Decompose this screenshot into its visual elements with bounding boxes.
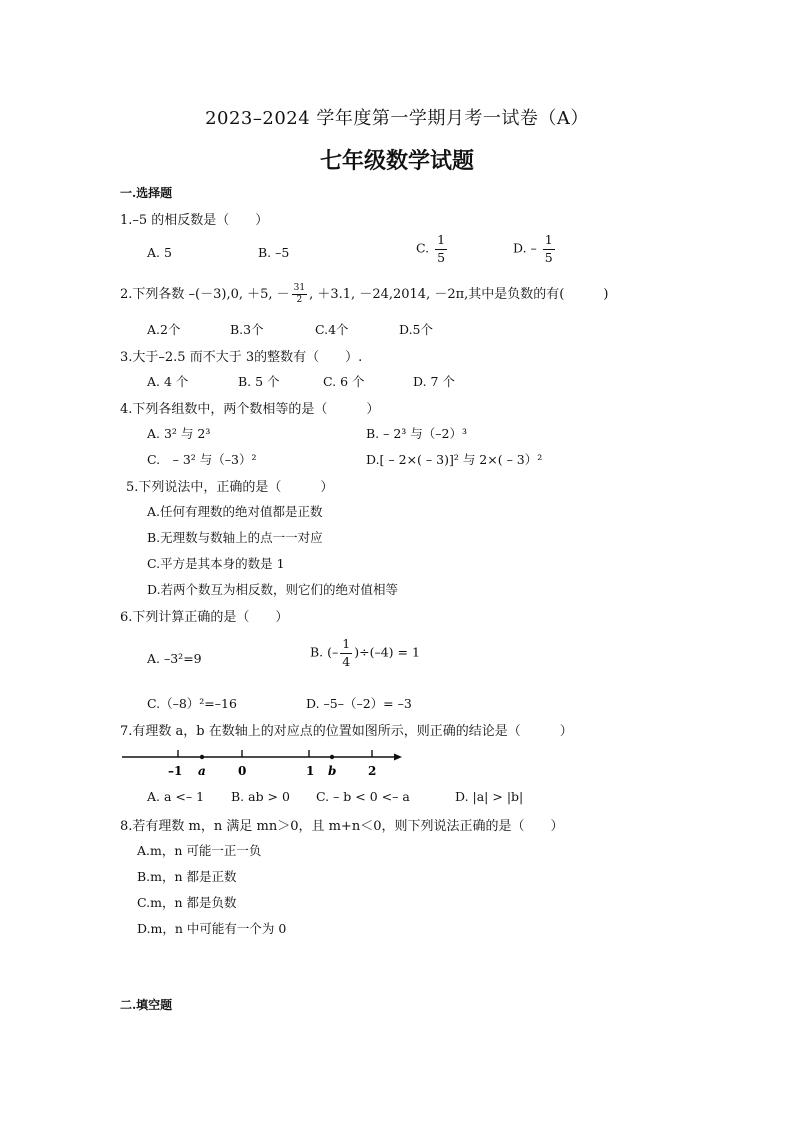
option-prefix: C. xyxy=(416,240,430,256)
question-8-option-d: D.m，n 中可能有一个为 0 xyxy=(137,921,287,936)
point-a xyxy=(200,755,204,759)
option-prefix: D. – xyxy=(513,240,537,256)
stem-text: , ＋3.1, －24,2014, －2π,其中是负数的有( ) xyxy=(309,287,609,302)
section-heading-choice: 一.选择题 xyxy=(120,186,173,200)
question-5-stem: 5.下列说法中，正确的是（ ） xyxy=(126,480,334,495)
fraction-denominator: 5 xyxy=(544,249,553,265)
fraction-numerator: 1 xyxy=(340,638,352,654)
tick-label-minus-one: –1 xyxy=(168,764,183,778)
fraction xyxy=(435,234,447,264)
exam-title: 2023–2024 学年度第一学期月考一试卷（A） xyxy=(205,108,589,129)
fraction xyxy=(543,234,555,264)
question-8-stem: 8.若有理数 m，n 满足 mn＞0，且 m+n＜0，则下列说法正确的是（ ） xyxy=(120,819,564,834)
question-5-option-c: C.平方是其本身的数是 1 xyxy=(147,556,285,571)
question-8-option-b: B.m，n 都是正数 xyxy=(137,869,237,884)
question-3-stem: 3.大于–2.5 而不大于 3的整数有（ ）. xyxy=(120,350,363,365)
question-4-stem: 4.下列各组数中，两个数相等的是（ ） xyxy=(120,402,380,417)
question-6-option-d: D. –5–（–2）= –3 xyxy=(306,696,412,711)
question-6-option-c: C.（–8）²=–16 xyxy=(147,696,237,711)
fraction-denominator: 4 xyxy=(342,653,351,669)
question-2-option-a: A.2个 xyxy=(147,322,181,337)
question-2-option-b: B.3个 xyxy=(230,322,264,337)
question-1-option-a: A. 5 xyxy=(147,245,172,260)
option-suffix: )÷(–4) = 1 xyxy=(354,644,420,660)
question-4-option-a: A. 3² 与 2³ xyxy=(147,426,211,441)
point-b xyxy=(330,755,334,759)
fraction-numerator: 1 xyxy=(543,234,555,250)
tick-label-one: 1 xyxy=(306,764,315,778)
question-1-stem: 1.–5 的相反数是（ ） xyxy=(120,213,269,228)
question-2-option-d: D.5个 xyxy=(399,322,434,337)
question-3-option-c: C. 6 个 xyxy=(323,374,365,389)
question-7-option-b: B. ab > 0 xyxy=(231,789,290,804)
question-3-option-b: B. 5 个 xyxy=(238,374,280,389)
question-7-option-d: D. |a| > |b| xyxy=(455,789,524,804)
point-label-b: b xyxy=(328,764,337,778)
question-8-option-c: C.m，n 都是负数 xyxy=(137,895,237,910)
question-7-option-c: C. – b < 0 <– a xyxy=(316,789,410,804)
question-7-stem: 7.有理数 a，b 在数轴上的对应点的位置如图所示，则正确的结论是（ ） xyxy=(120,724,573,739)
question-2-option-c: C.4个 xyxy=(315,322,349,337)
fraction-numerator: 31 xyxy=(293,283,306,293)
question-1-option-c xyxy=(416,234,449,264)
question-6-option-a: A. –3²=9 xyxy=(147,651,202,666)
question-5-option-b: B.无理数与数轴上的点一一对应 xyxy=(147,530,323,545)
fraction xyxy=(292,284,307,305)
question-6-option-b xyxy=(310,638,420,668)
fraction-numerator: 1 xyxy=(435,234,447,250)
question-8-option-a: A.m，n 可能一正一负 xyxy=(137,843,262,858)
question-4-option-c: C. – 3² 与（–3）² xyxy=(147,452,257,467)
section-heading-fill: 二.填空题 xyxy=(120,998,173,1012)
number-line-arrow xyxy=(394,754,402,761)
fraction-denominator: 5 xyxy=(437,249,446,265)
number-line-figure xyxy=(118,744,408,784)
question-4-option-d: D.[ – 2×( – 3)]² 与 2×( – 3）² xyxy=(366,452,543,467)
question-2-stem xyxy=(120,283,608,305)
point-label-a: a xyxy=(198,764,206,778)
exam-subtitle: 七年级数学试题 xyxy=(319,148,474,174)
option-prefix: B. (– xyxy=(310,644,339,660)
question-4-option-b: B. – 2³ 与（–2）³ xyxy=(366,426,468,441)
fraction-denominator: 2 xyxy=(296,295,303,305)
question-6-stem: 6.下列计算正确的是（ ） xyxy=(120,610,289,625)
question-3-option-d: D. 7 个 xyxy=(413,374,455,389)
question-5-option-a: A.任何有理数的绝对值都是正数 xyxy=(147,504,323,519)
fraction xyxy=(340,638,352,668)
question-7-option-a: A. a <– 1 xyxy=(147,789,205,804)
tick-label-zero: 0 xyxy=(238,764,247,778)
question-3-option-a: A. 4 个 xyxy=(147,374,189,389)
question-1-option-d xyxy=(513,234,557,264)
question-5-option-d: D.若两个数互为相反数，则它们的绝对值相等 xyxy=(147,582,399,597)
tick-label-two: 2 xyxy=(368,764,377,778)
stem-text: 2.下列各数 –(－3),0, ＋5, － xyxy=(120,287,290,302)
question-1-option-b: B. –5 xyxy=(258,245,290,260)
